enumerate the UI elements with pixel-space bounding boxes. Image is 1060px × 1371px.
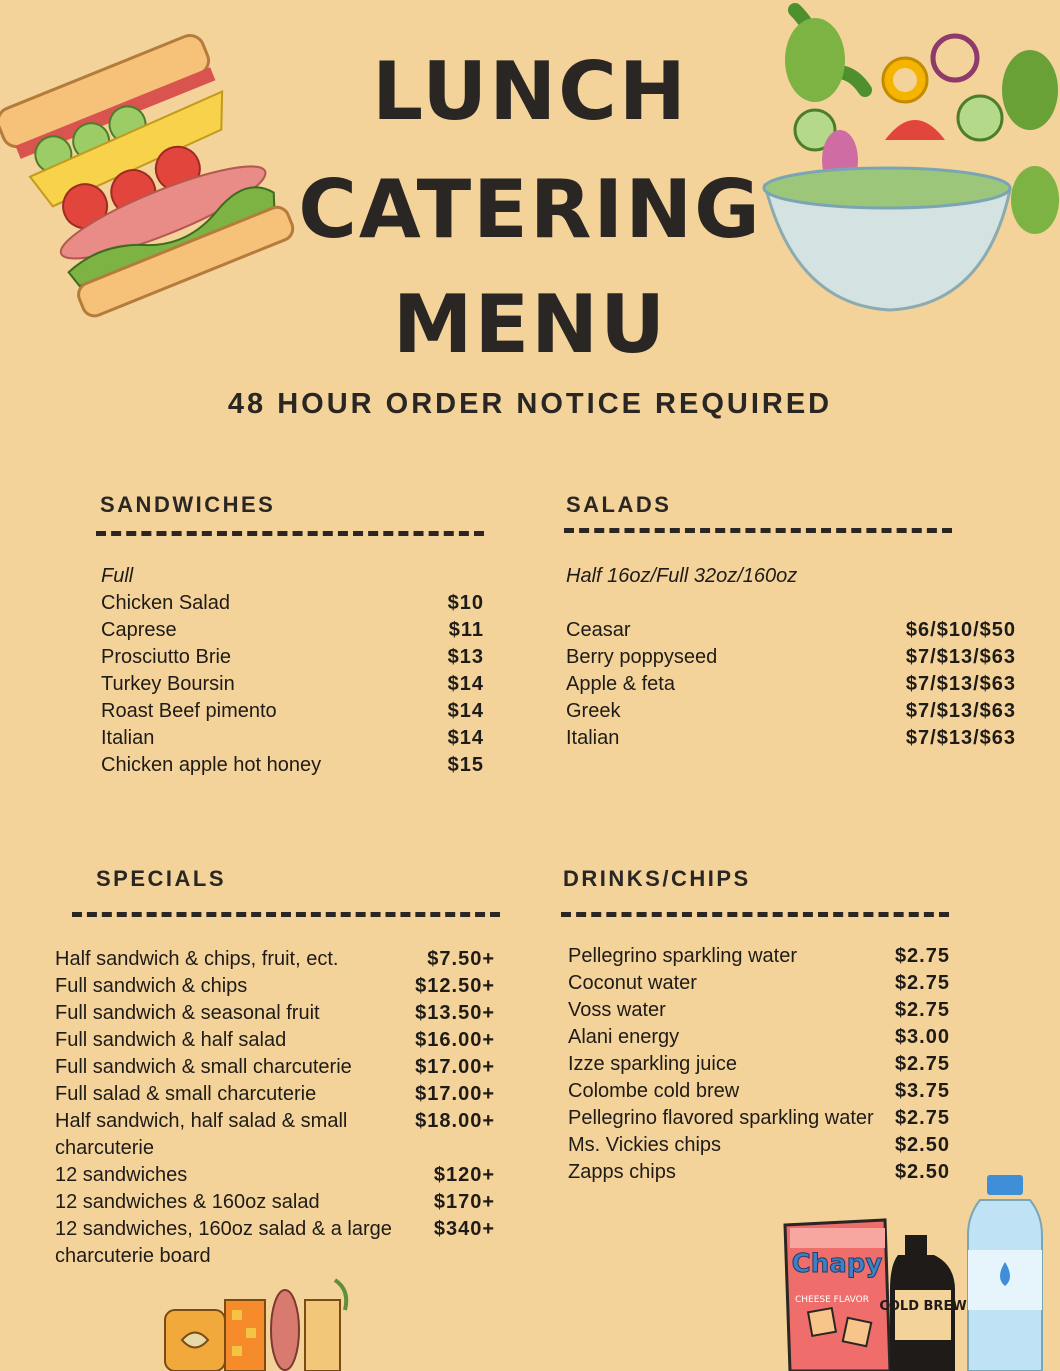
special-item-price: $13.50+ (415, 1002, 495, 1024)
special-item-name: Full sandwich & seasonal fruit (55, 1002, 320, 1024)
special-item-name: 12 sandwiches (55, 1164, 188, 1186)
sandwich-item-price: $15 (447, 754, 484, 776)
title-line-1: LUNCH (372, 45, 688, 138)
special-item-price: $7.50+ (427, 948, 495, 970)
salad-item-price: $7/$13/$63 (905, 673, 1016, 695)
salad-item-name: Greek (566, 700, 621, 722)
charcuterie-illustration (160, 1270, 360, 1371)
salad-item-name: Ceasar (566, 619, 631, 641)
special-item-name: Half sandwich & chips, fruit, ect. (55, 948, 339, 970)
sandwich-item-price: $14 (447, 673, 484, 695)
cold-brew-label: COLD BREW (879, 1299, 967, 1314)
drink-item-price: $3.00 (894, 1026, 950, 1048)
title-line-2: CATERING (298, 163, 762, 256)
special-item (55, 973, 495, 1000)
special-item (55, 1081, 495, 1108)
special-item-price: $16.00+ (415, 1029, 495, 1051)
sandwich-item-price: $13 (447, 646, 484, 668)
special-item (55, 1000, 495, 1027)
drink-item (568, 943, 950, 970)
sandwich-item-name: Turkey Boursin (101, 673, 235, 695)
drink-item-name: Zapps chips (568, 1161, 676, 1183)
salad-item-price: $6/$10/$50 (905, 619, 1016, 641)
drink-item (568, 1105, 950, 1132)
sandwich-item-price: $11 (448, 619, 484, 641)
salad-item-price: $7/$13/$63 (905, 700, 1016, 722)
drink-item-price: $3.75 (894, 1080, 950, 1102)
special-item-name: Full salad & small charcuterie (55, 1083, 317, 1105)
specials-heading: SPECIALS (96, 866, 227, 891)
special-item-price: $170+ (433, 1191, 495, 1213)
sandwich-item (101, 698, 484, 725)
drink-item (568, 1078, 950, 1105)
drink-item (568, 970, 950, 997)
salads-list (566, 563, 1016, 752)
chips-bag-brand: Chapy (791, 1249, 883, 1279)
sandwich-item (101, 725, 484, 752)
sandwich-item-price: $10 (447, 592, 484, 614)
salad-item-name: Italian (566, 727, 620, 749)
sandwich-item-price: $14 (447, 700, 484, 722)
special-item (55, 1189, 495, 1216)
drink-item-price: $2.75 (894, 1107, 950, 1129)
sandwich-item-name: Chicken Salad (101, 592, 230, 614)
drink-item-price: $2.75 (894, 945, 950, 967)
salads-heading: SALADS (566, 492, 672, 517)
sandwiches-subtitle: Full (101, 565, 134, 587)
special-item-price: $120+ (433, 1164, 495, 1186)
drink-item-name: Voss water (568, 999, 666, 1021)
special-item (55, 946, 495, 973)
drinks-divider (561, 912, 949, 917)
sandwich-item (101, 671, 484, 698)
title-line-3: MENU (392, 278, 668, 371)
drink-item-name: Alani energy (568, 1026, 680, 1048)
drink-item-name: Ms. Vickies chips (568, 1134, 722, 1156)
sandwich-item-name: Caprese (101, 619, 177, 641)
drink-item-name: Coconut water (568, 972, 697, 994)
drink-item-name: Pellegrino sparkling water (568, 945, 798, 967)
salad-item-price: $7/$13/$63 (905, 727, 1016, 749)
salad-item-name: Apple & feta (566, 673, 675, 695)
salad-item-name: Berry poppyseed (566, 646, 718, 668)
drink-item (568, 1132, 950, 1159)
special-item-name: Half sandwich, half salad & small charcuterie (55, 1110, 348, 1159)
special-item-name: 12 sandwiches & 160oz salad (55, 1191, 320, 1213)
drink-item-name: Colombe cold brew (568, 1080, 740, 1102)
special-item-price: $18.00+ (415, 1110, 495, 1132)
special-item-name: Full sandwich & small charcuterie (55, 1056, 352, 1078)
sandwich-item-name: Italian (101, 727, 155, 749)
specials-list (55, 946, 495, 1270)
sandwich-item-name: Prosciutto Brie (101, 646, 232, 668)
special-item-price: $17.00+ (415, 1083, 495, 1105)
sandwich-item (101, 617, 484, 644)
salads-divider (564, 528, 952, 533)
drink-item-price: $2.75 (894, 1053, 950, 1075)
special-item (55, 1108, 495, 1162)
drink-item-name: Izze sparkling juice (568, 1053, 737, 1075)
special-item (55, 1054, 495, 1081)
special-item (55, 1027, 495, 1054)
drink-item-price: $2.50 (894, 1161, 950, 1183)
special-item (55, 1216, 495, 1270)
drink-item-price: $2.75 (894, 972, 950, 994)
sandwich-item (101, 590, 484, 617)
special-item-price: $12.50+ (415, 975, 495, 997)
salad-item (566, 698, 1016, 725)
drinks-heading: DRINKS/CHIPS (563, 866, 751, 891)
salad-item (566, 644, 1016, 671)
salad-bowl-illustration (755, 0, 1060, 320)
sandwich-item-price: $14 (447, 727, 484, 749)
salad-item (566, 617, 1016, 644)
drinks-list (568, 943, 950, 1186)
drink-item-price: $2.75 (894, 999, 950, 1021)
sandwich-item-name: Chicken apple hot honey (101, 754, 322, 776)
sandwich-item (101, 644, 484, 671)
salad-item-price: $7/$13/$63 (905, 646, 1016, 668)
sandwich-item-name: Roast Beef pimento (101, 700, 277, 722)
salads-subtitle: Half 16oz/Full 32oz/160oz (566, 565, 798, 587)
special-item-name: 12 sandwiches, 160oz salad & a large charcuterie board (55, 1218, 392, 1267)
order-notice: 48 HOUR ORDER NOTICE REQUIRED (227, 388, 833, 420)
sandwiches-divider (96, 531, 484, 536)
drink-item (568, 1024, 950, 1051)
drinks-chips-illustration (780, 1170, 1060, 1371)
special-item-name: Full sandwich & chips (55, 975, 248, 997)
salad-item (566, 671, 1016, 698)
chips-bag-flavor: CHEESE FLAVOR (795, 1295, 869, 1305)
drink-item-name: Pellegrino flavored sparkling water (568, 1107, 874, 1129)
special-item-price: $17.00+ (415, 1056, 495, 1078)
specials-divider (72, 912, 500, 917)
sandwiches-list (101, 563, 484, 779)
special-item-name: Full sandwich & half salad (55, 1029, 287, 1051)
special-item (55, 1162, 495, 1189)
salad-item (566, 725, 1016, 752)
sandwich-item (101, 752, 484, 779)
drink-item (568, 997, 950, 1024)
special-item-price: $340+ (433, 1218, 495, 1240)
sandwiches-heading: SANDWICHES (100, 492, 276, 517)
drink-item (568, 1051, 950, 1078)
drink-item-price: $2.50 (894, 1134, 950, 1156)
